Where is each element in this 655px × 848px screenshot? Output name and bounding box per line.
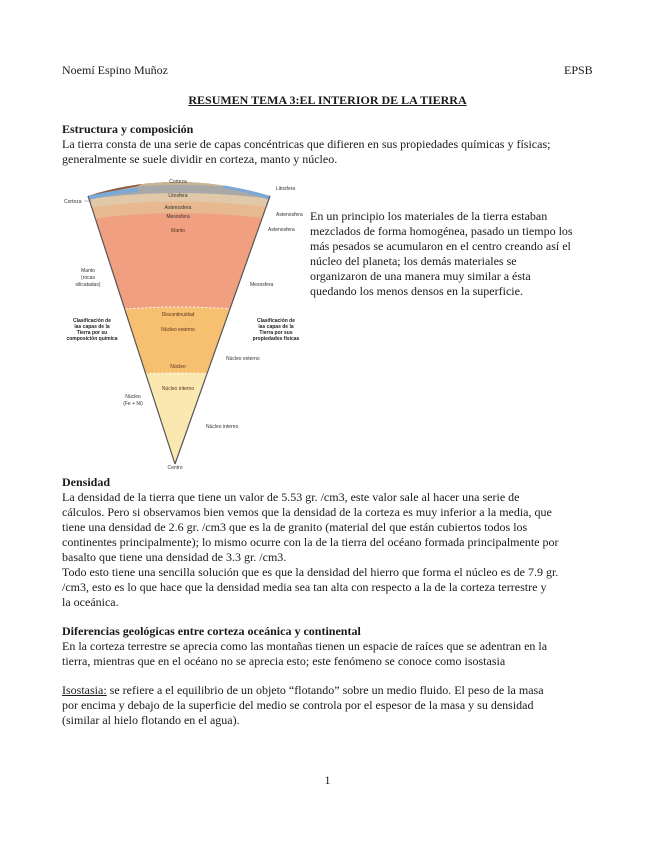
paragraph-line: organizaron de una manera muy similar a ésta: [310, 269, 531, 283]
left-label-corteza: Corteza: [64, 199, 82, 205]
paragraph-line: continentes principalmente); lo mismo ocurre con la de la tierra del océano formada principalmente por: [62, 535, 559, 549]
left-label-manto: Manto: [81, 268, 95, 274]
right-label-nucleo-ext: Núcleo externo: [226, 356, 260, 362]
layer-label: Litosfera: [168, 193, 188, 199]
layer-label: Núcleo externo: [161, 327, 195, 333]
right-label-litosfera: Litosfera: [276, 186, 296, 192]
paragraph-line: (similar al hielo flotando en el agua).: [62, 713, 240, 727]
left-class-label: las capas de la: [74, 324, 110, 330]
term-isostasia: Isostasia:: [62, 683, 107, 697]
right-label-astenosfera: Astenosfera: [276, 212, 303, 218]
layer-label: Núcleo interno: [161, 386, 195, 392]
paragraph-line: más pesados se acumularon en el centro creando así el: [310, 239, 571, 253]
paragraph-line: cálculos. Pero si observamos bien vemos que la densidad de la corteza es muy inferior a la media, que: [62, 505, 552, 519]
layer-label: Manto: [171, 228, 185, 234]
layer-label: Astenosfera: [164, 205, 192, 211]
section-heading: Estructura y composición: [62, 122, 194, 136]
paragraph-line: /cm3, esto es lo que hace que la densidad media sea tan alta con respecto a la de la corteza terrestre y: [62, 580, 547, 594]
left-label-manto-sub: (rocas: [81, 275, 95, 281]
paragraph-line: mezclados de forma homogénea, pasado un tiempo los: [310, 224, 573, 238]
page-title: RESUMEN TEMA 3:EL INTERIOR DE LA TIERRA: [188, 93, 467, 107]
section-diferencias: [62, 624, 602, 669]
side-paragraph: [310, 209, 600, 299]
paragraph-line: Todo esto tiene una sencilla solución que es que la densidad del hierro que forma el núcleo es de 7.9 gr.: [62, 565, 559, 579]
left-label-nucleo-sub: (Fe + Ni): [123, 401, 143, 407]
layer-label: Núcleo: [170, 364, 186, 370]
right-class-label: propiedades físicas: [252, 336, 300, 342]
left-label-nucleo: Núcleo: [125, 394, 141, 400]
page-number: 1: [324, 773, 331, 787]
paragraph-line: [62, 683, 602, 698]
layer-label: Corteza: [169, 179, 187, 185]
paragraph-line: por encima y debajo de la superficie del medio se controla por el espesor de la masa y su densidad: [62, 698, 534, 712]
paragraph-line: tierra, mientras que en el océano no se aprecia esto; este fenómeno se conoce como isostasia: [62, 654, 506, 668]
right-class-label: Clasificación de: [256, 318, 296, 324]
earth-layers-svg: [58, 168, 308, 470]
layer-label: Mesosfera: [166, 214, 190, 220]
paragraph-line: En la corteza terrestre se aprecia como las montañas tienen un espacie de raíces que se adentran en la: [62, 639, 548, 653]
section-estructura: [62, 122, 602, 167]
section-densidad: [62, 475, 602, 610]
earth-layers-diagram: [58, 168, 308, 470]
section-heading: Densidad: [62, 475, 111, 489]
right-class-label: las capas de la: [258, 324, 294, 330]
left-label-manto-sub2: silicatadas): [75, 282, 101, 288]
section-isostasia: [62, 683, 602, 728]
right-class-label: Tierra por sus: [259, 330, 293, 336]
right-label-mesosfera: Mesosfera: [250, 282, 274, 288]
paragraph-line: En un principio los materiales de la tierra estaban: [310, 209, 548, 223]
term-definition: se refiere a el equilibrio de un objeto “flotando” sobre un medio fluido. El peso de la masa: [106, 683, 544, 697]
right-label-astenosfera2: Astenosfera: [268, 227, 295, 233]
center-label: Centro: [167, 465, 183, 470]
school-name: EPSB: [564, 63, 593, 77]
paragraph-line: basalto que tiene una densidad de 3.3 gr. /cm3.: [62, 550, 287, 564]
paragraph-line: tiene una densidad de 2.6 gr. /cm3 que es la de granito (material del que están cubiertos todos los: [62, 520, 528, 534]
paragraph-line: núcleo del planeta; los demás materiales se: [310, 254, 517, 268]
left-class-label: composición química: [66, 336, 118, 342]
section-heading: Diferencias geológicas entre corteza oceánica y continental: [62, 624, 361, 638]
layer-label: Discontinuidad: [161, 312, 195, 318]
paragraph-line: generalmente se suele dividir en corteza, manto y núcleo.: [62, 152, 338, 166]
paragraph-line: la oceánica.: [62, 595, 119, 609]
paragraph-line: La densidad de la tierra que tiene un valor de 5.53 gr. /cm3, este valor sale al hacer una serie de: [62, 490, 520, 504]
left-class-label: Clasificación de: [72, 318, 112, 324]
paragraph-line: quedando los menos densos en la superficie.: [310, 284, 523, 298]
right-label-nucleo-int: Núcleo interno: [206, 424, 239, 430]
author-name: Noemí Espino Muñoz: [62, 63, 168, 77]
left-class-label: Tierra por su: [76, 330, 108, 336]
paragraph-line: La tierra consta de una serie de capas concéntricas que difieren en sus propiedades químicas y físicas;: [62, 137, 551, 151]
